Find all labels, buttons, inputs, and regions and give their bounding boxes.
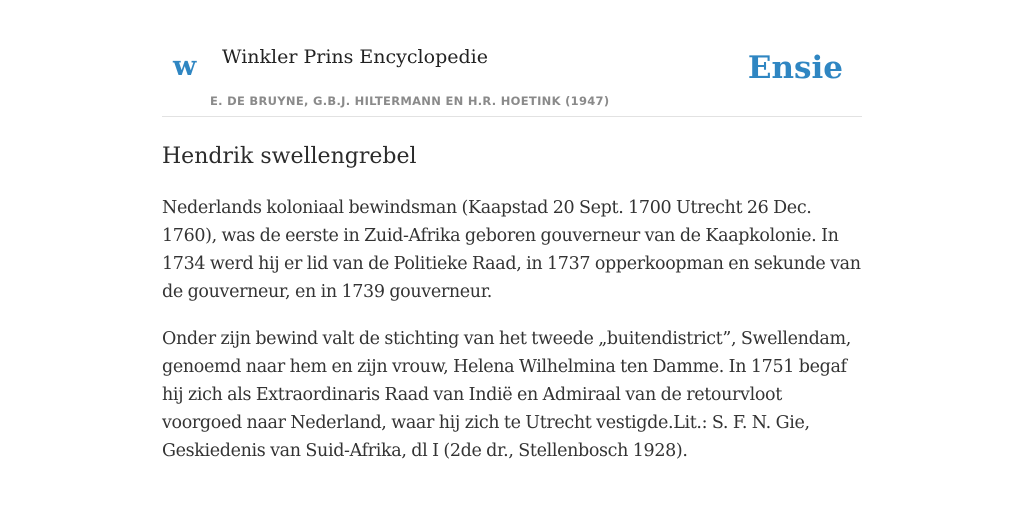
page <box>162 0 862 465</box>
header <box>162 0 862 117</box>
ensie-logo[interactable]: Ensie <box>747 50 843 86</box>
encyclopedia-authors: E. DE BRUYNE, G.B.J. HILTERMANN EN H.R. HOETINK (1947) <box>210 94 610 108</box>
article-title: Hendrik swellengrebel <box>162 144 417 169</box>
encyclopedia-logo[interactable]: w <box>173 51 197 82</box>
article-paragraph: Onder zijn bewind valt de stichting van het tweede „buitendistrict”, Swellendam, genoemd naar hem en zijn vrouw, Helena Wilhelmina ten Damme. In 1751 begaf hij zich als Extraordinaris Raad van Indië en Admiraal van de retourvloot voorgoed naar Nederland, waar hij zich te Utrecht vestigde.Lit.: S. F. N. Gie, Geskiedenis van Suid-Afrika, dl I (2de dr., Stellenbosch 1928). <box>162 329 851 461</box>
article-paragraph: Nederlands koloniaal bewindsman (Kaapstad 20 Sept. 1700 Utrecht 26 Dec. 1760), was de eerste in Zuid-Afrika geboren gouverneur van de Kaapkolonie. In 1734 werd hij er lid van de Politieke Raad, in 1737 opperkoopman en sekunde van de gouverneur, en in 1739 gouverneur. <box>162 198 861 302</box>
encyclopedia-title[interactable]: Winkler Prins Encyclopedie <box>222 46 488 68</box>
